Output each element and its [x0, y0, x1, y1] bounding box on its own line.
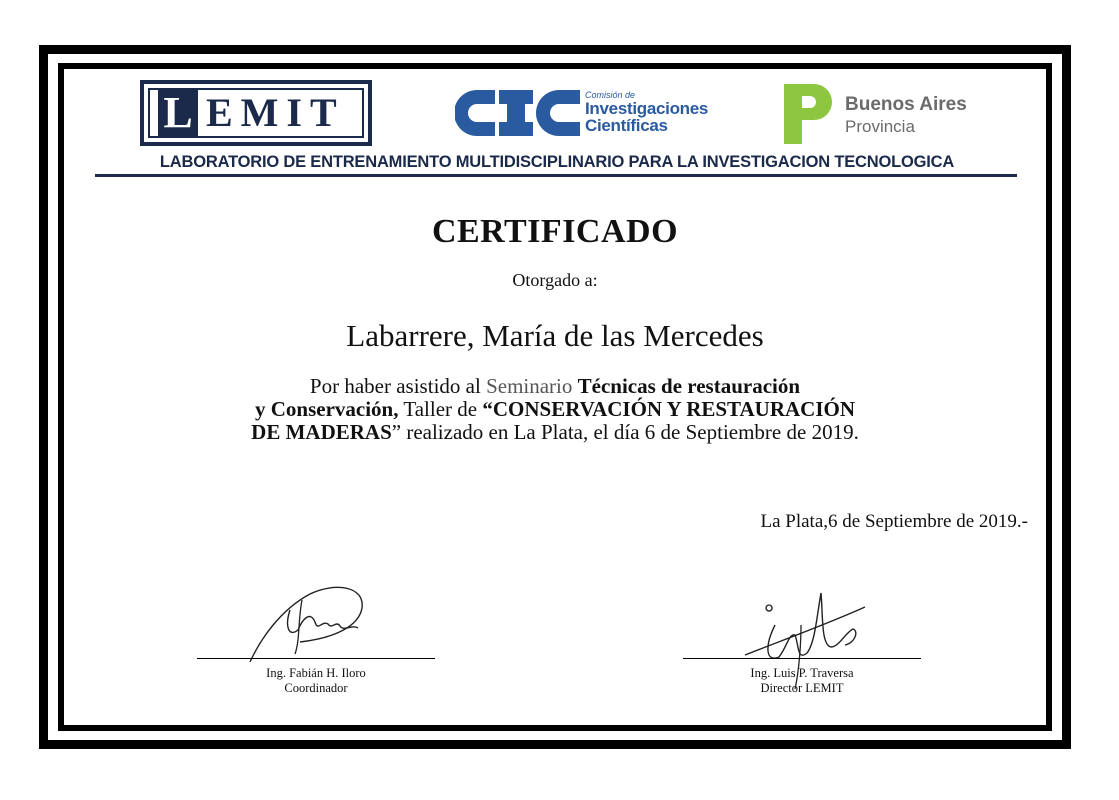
place-and-date: La Plata,6 de Septiembre de 2019.-: [760, 511, 1028, 532]
reason-text: Taller de: [398, 397, 483, 421]
cic-logo-line2: Científicas: [585, 116, 668, 135]
signatory-role-right: Director LEMIT: [760, 681, 844, 695]
cic-logo-mark: [455, 90, 580, 136]
laboratory-name: LABORATORIO DE ENTRENAMIENTO MULTIDISCIPLINARIO PARA LA INVESTIGACION TECNOLOGICA: [159, 153, 955, 171]
buenos-aires-logo: [780, 82, 980, 146]
signatory-name-left: Ing. Fabián H. Iloro: [266, 666, 366, 680]
buenos-aires-logo-mark: [780, 82, 834, 146]
certificate-reason: [160, 375, 950, 444]
cic-logo: [455, 84, 715, 140]
reason-text: Por haber asistido al: [309, 374, 487, 398]
reason-text: Seminario: [486, 374, 578, 398]
reason-seminar-title: Técnicas de restauración: [577, 374, 801, 398]
recipient-name: Labarrere, María de las Mercedes: [346, 318, 764, 353]
awarded-to-label: Otorgado a:: [512, 270, 598, 290]
signatory-name-right: Ing. Luis P. Traversa: [750, 666, 854, 680]
signature-left: [240, 580, 380, 670]
buenos-aires-logo-line1: Buenos Aires: [845, 94, 967, 115]
lemit-logo-initial: L: [158, 90, 198, 136]
signature-line-left: [197, 658, 435, 659]
cic-logo-small-text: Comisión de: [585, 90, 636, 100]
certificate-title: CERTIFICADO: [431, 213, 679, 250]
cic-logo-line1: Investigaciones: [585, 99, 709, 118]
reason-seminar-title: y Conservación,: [254, 397, 399, 421]
lemit-logo: [140, 80, 372, 146]
header-rule: [95, 174, 1017, 177]
signatory-role-left: Coordinador: [284, 681, 348, 695]
buenos-aires-logo-line2: Provincia: [845, 117, 915, 136]
signature-line-right: [683, 658, 921, 659]
reason-workshop-title: “CONSERVACIÓN Y RESTAURACIÓN: [482, 397, 855, 421]
lemit-logo-text: EMIT: [206, 90, 345, 135]
reason-workshop-title: DE MADERAS: [251, 420, 392, 444]
reason-text: ” realizado en La Plata, el día 6 de Septiembre de 2019.: [391, 420, 859, 444]
